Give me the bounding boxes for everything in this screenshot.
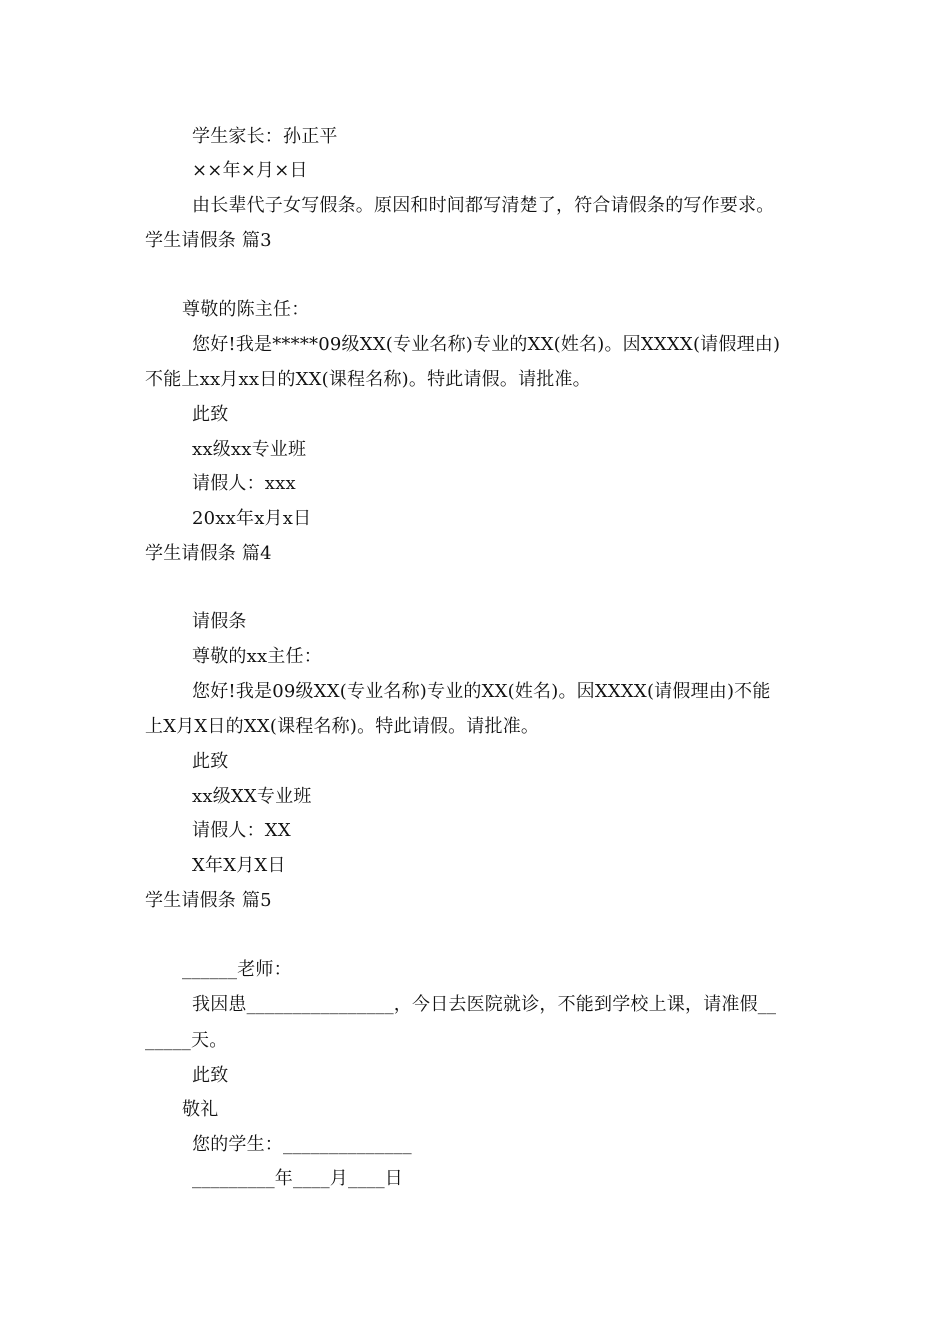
closing-line: 此致: [192, 404, 229, 425]
body-paragraph-line: 上X月X日的XX(课程名称)。特此请假。请批准。: [145, 716, 540, 737]
section-heading-5: 学生请假条 篇5: [145, 890, 272, 911]
body-paragraph-line: 您好!我是09级XX(专业名称)专业的XX(姓名)。因XXXX(请假理由)不能: [192, 681, 771, 702]
regards-line: 敬礼: [182, 1099, 219, 1120]
section-heading-4: 学生请假条 篇4: [145, 543, 272, 564]
body-paragraph-line: 不能上xx月xx日的XX(课程名称)。特此请假。请批准。: [145, 369, 591, 390]
body-paragraph-line: 我因患________________，今日去医院就诊，不能到学校上课，请准假__: [192, 994, 777, 1015]
class-line: xx级xx专业班: [192, 439, 307, 460]
closing-line: 此致: [192, 1065, 229, 1086]
date-line: _________年____月____日: [192, 1168, 403, 1189]
salutation: ______老师：: [182, 959, 292, 980]
class-line: xx级XX专业班: [192, 786, 312, 807]
applicant-line: 请假人：XX: [192, 820, 291, 841]
closing-line: 此致: [192, 751, 229, 772]
salutation: 尊敬的陈主任：: [182, 299, 310, 320]
date-line: 20xx年x月x日: [192, 508, 312, 529]
applicant-line: 请假人：xxx: [192, 473, 296, 494]
date-line: X年X月X日: [192, 855, 286, 876]
section-heading-3: 学生请假条 篇3: [145, 230, 272, 251]
student-signature-line: 您的学生：______________: [192, 1134, 412, 1155]
parent-signature: 学生家长：孙正平: [192, 126, 338, 147]
note-title: 请假条: [192, 611, 247, 632]
body-paragraph-line: 您好!我是*****09级XX(专业名称)专业的XX(姓名)。因XXXX(请假理由): [192, 334, 781, 355]
body-paragraph-line: _____天。: [145, 1030, 228, 1051]
salutation: 尊敬的xx主任：: [192, 646, 322, 667]
signature-date: ××年×月×日: [192, 160, 308, 181]
comment-paragraph: 由长辈代子女写假条。原因和时间都写清楚了，符合请假条的写作要求。: [192, 195, 775, 216]
